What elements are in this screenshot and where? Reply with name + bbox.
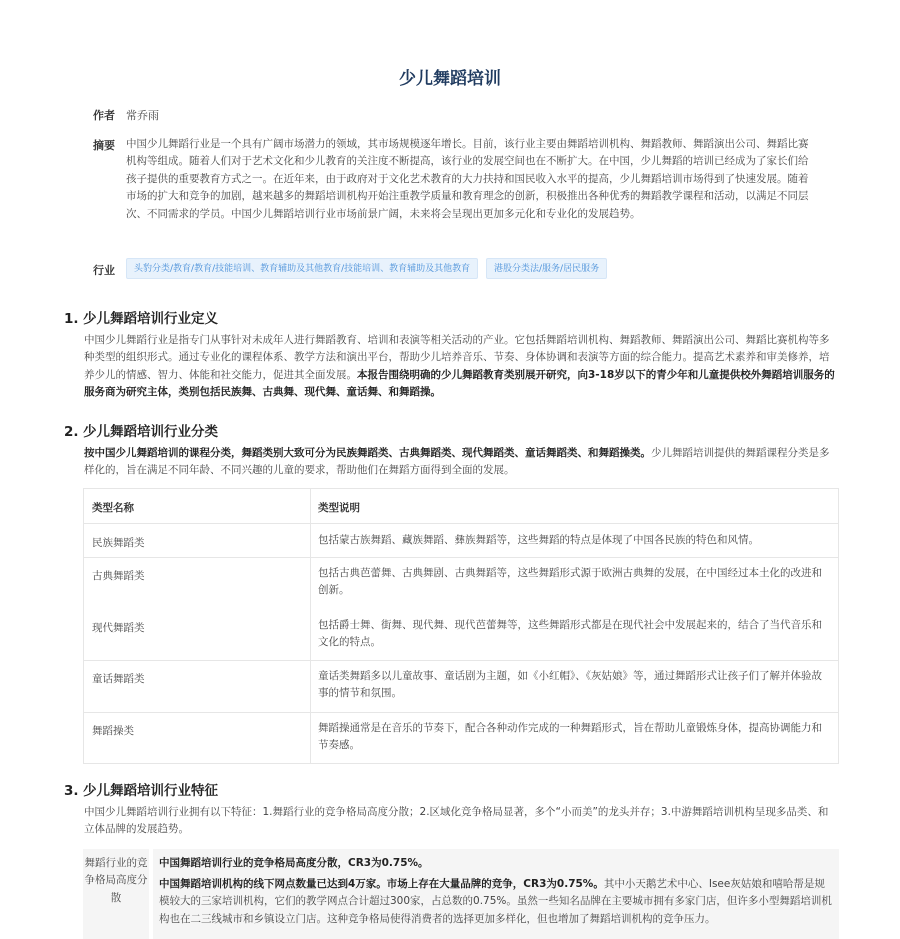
feature-text: 其中小天鹅艺术中心、Isee灰姑娘和嘻哈帮是规模较大的三家培训机构，它们的教学网点合计超过300家，占总数的0.75%。虽然一些知名品牌在主要城市拥有多家门店，但许多小型舞蹈培训机构也在二三线城市和乡镇设立门店。这种竞争格局使得消费者的选择更加多样化，但也增加了舞蹈培训机构的竞争压力。 (159, 878, 832, 925)
type-name: 古典舞蹈类 (92, 570, 145, 582)
table-header-row (84, 489, 838, 523)
abstract-label: 摘要 (93, 139, 115, 152)
section-number: 2. (64, 424, 79, 440)
feature-body (159, 876, 833, 928)
section-heading (64, 779, 218, 799)
section-paragraph (84, 445, 838, 480)
feature-bold: 中国舞蹈培训机构的线下网点数量已达到4万家。市场上存在大量品牌的竞争，CR3为0.75%。 (159, 878, 604, 890)
author-name: 常乔雨 (126, 109, 159, 122)
paragraph-text: 中国少儿舞蹈行业是指专门从事针对未成年人进行舞蹈教育、培训和表演等相关活动的产业。它包括舞蹈培训机构、舞蹈教师、舞蹈演出公司、舞蹈比赛机构等多种类型的组织形式。通过专业化的课程体系、教学方法和演出平台，帮助少儿培养音乐、节奏、身体协调和表演等方面的综合能力。提高艺术素养和审美修养，培养少儿的情感、智力、体能和社交能力，促进其全面发展。 (84, 334, 830, 381)
section-title: 少儿舞蹈培训行业特征 (83, 783, 218, 799)
industry-tag[interactable]: 头豹分类/教育/教育/技能培训、教育辅助及其他教育/技能培训、教育辅助及其他教育 (126, 258, 478, 279)
feature-label: 舞蹈行业的竞争格局高度分散 (84, 857, 148, 904)
paragraph-bold: 本报告围绕明确的少儿舞蹈教育类别展开研究，向3-18岁以下的青少年和儿童提供校外舞蹈培训服务的服务商为研究主体，类别包括民族舞、古典舞、现代舞、童话舞、和舞蹈操。 (84, 368, 835, 399)
feature-divider (149, 849, 153, 939)
section-number: 1. (64, 311, 79, 327)
type-desc: 包括蒙古族舞蹈、藏族舞蹈、彝族舞蹈等，这些舞蹈的特点是体现了中国各民族的特色和风情。 (318, 534, 759, 546)
table-row (84, 557, 838, 660)
column-header: 类型说明 (318, 502, 360, 514)
feature-heading: 中国舞蹈培训行业的竞争格局高度分散，CR3为0.75%。 (159, 857, 429, 869)
section-heading (64, 420, 218, 440)
type-name: 现代舞蹈类 (92, 622, 145, 634)
feature-card (83, 849, 839, 939)
section-paragraph: 中国少儿舞蹈培训行业拥有以下特征：1.舞蹈行业的竞争格局高度分散；2.区域化竞争格局显著，多个“小而美”的龙头并存；3.中游舞蹈培训机构呈现多品类、和立体品牌的发展趋势。 (84, 806, 829, 836)
author-label: 作者 (93, 109, 115, 122)
paragraph-bold: 按中国少儿舞蹈培训的课程分类，舞蹈类别大致可分为民族舞蹈类、古典舞蹈类、现代舞蹈类、童话舞蹈类、和舞蹈操类。 (84, 447, 651, 459)
section-number: 3. (64, 783, 79, 799)
type-desc: 包括古典芭蕾舞、古典舞剧、古典舞蹈等，这些舞蹈形式源于欧洲古典舞的发展，在中国经过本土化的改进和创新。 (318, 567, 822, 597)
section-title: 少儿舞蹈培训行业定义 (83, 311, 218, 327)
section-paragraph (84, 332, 838, 402)
paragraph-text: 少儿舞蹈培训提供的舞蹈课程分类是多样化的，旨在满足不同年龄、不同兴趣的儿童的要求，帮助他们在舞蹈方面得到全面的发展。 (84, 447, 830, 477)
classification-table (83, 488, 839, 764)
industry-tag[interactable]: 港股分类法/服务/居民服务 (486, 258, 607, 279)
type-desc: 舞蹈操通常是在音乐的节奏下，配合各种动作完成的一种舞蹈形式，旨在帮助儿童锻炼身体，提高协调能力和节奏感。 (318, 722, 822, 752)
section-title: 少儿舞蹈培训行业分类 (83, 424, 218, 440)
table-row (84, 660, 838, 712)
type-desc: 童话类舞蹈多以儿童故事、童话剧为主题，如《小红帽》、《灰姑娘》等，通过舞蹈形式让孩子们了解并体验故事的情节和氛围。 (318, 670, 822, 700)
type-desc: 包括爵士舞、街舞、现代舞、现代芭蕾舞等，这些舞蹈形式都是在现代社会中发展起来的，结合了当代音乐和文化的特点。 (318, 619, 822, 649)
industry-label: 行业 (93, 264, 115, 277)
column-header: 类型名称 (92, 502, 134, 514)
type-name: 舞蹈操类 (92, 725, 134, 737)
table-row (84, 712, 838, 763)
abstract-text: 中国少儿舞蹈行业是一个具有广阔市场潜力的领域，其市场规模逐年增长。目前，该行业主要由舞蹈培训机构、舞蹈教师、舞蹈演出公司、舞蹈比赛机构等组成。随着人们对于艺术文化和少儿教育的关注度不断提高，该行业的发展空间也在不断扩大。在中国，少儿舞蹈的培训已经成为了家长们给孩子提供的重要教育方式之一。在近年来，由于政府对于文化艺术教育的大力扶持和国民收入水平的提高，少儿舞蹈培训市场得到了快速发展。随着市场的扩大和竞争的加剧，越来越多的舞蹈培训机构开始注重教学质量和教育理念的创新，积极推出各种优秀的舞蹈教学课程和活动，以满足不同层次、不同需求的学员。中国少儿舞蹈培训行业市场前景广阔，未来将会呈现出更加多元化和专业化的发展趋势。 (126, 138, 809, 220)
type-name: 民族舞蹈类 (92, 537, 145, 549)
type-name: 童话舞蹈类 (92, 673, 145, 685)
table-row (84, 523, 838, 557)
section-heading (64, 307, 218, 327)
page-title: 少儿舞蹈培训 (399, 69, 501, 89)
